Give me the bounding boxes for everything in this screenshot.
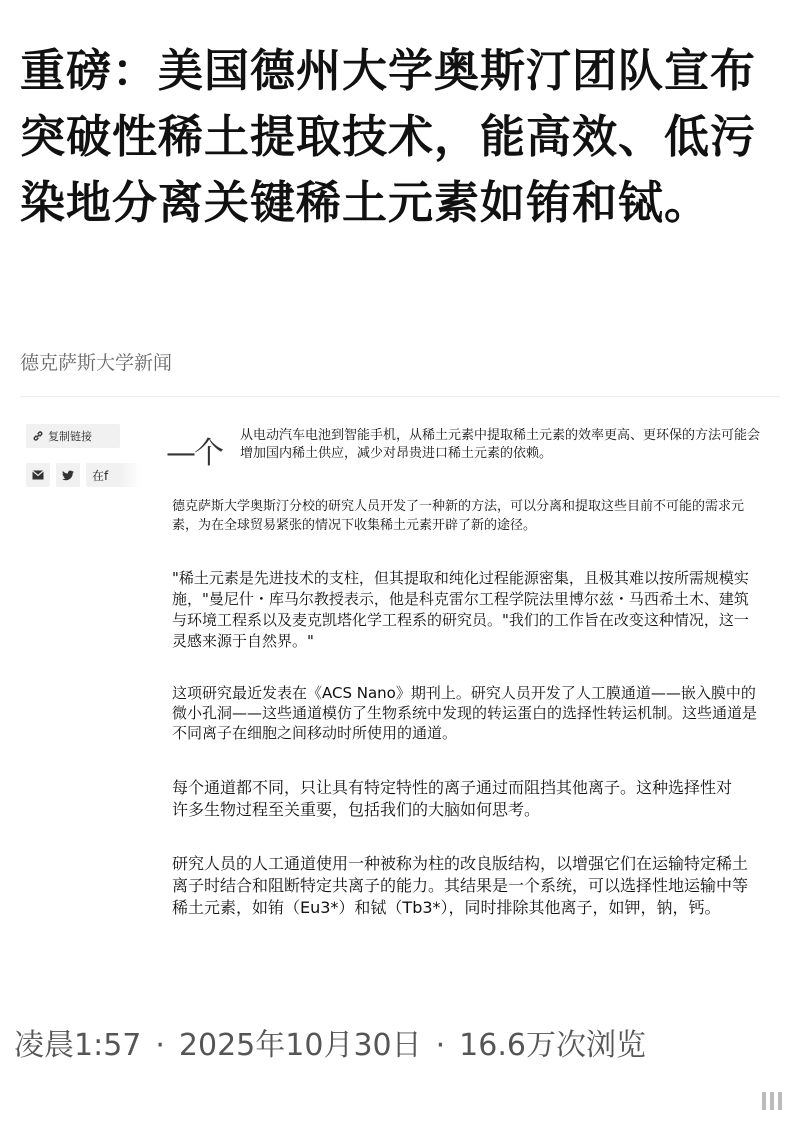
more-share-button[interactable]: 在f (86, 463, 142, 487)
mail-icon (32, 470, 44, 480)
twitter-icon (62, 470, 74, 481)
meta-separator: · (435, 1028, 446, 1063)
twitter-share-button[interactable] (56, 463, 80, 487)
divider (20, 396, 780, 397)
paragraph-1: 德克萨斯大学奥斯汀分校的研究人员开发了一种新的方法，可以分离和提取这些目前不可能的需求元素，为在全球贸易紧张的情况下收集稀土元素开辟了新的途径。 (172, 499, 745, 533)
paragraph-4: 每个通道都不同，只让具有特定特性的离子通过而阻挡其他离子。这种选择性对许多生物过程至关重要，包括我们的大脑如何思考。 (172, 778, 733, 819)
post-meta (14, 1020, 646, 1064)
copy-link-label: 复制链接 (48, 430, 92, 443)
lead-paragraph: 从电动汽车电池到智能手机，从稀土元素中提取稀土元素的效率更高、更环保的方法可能会增加国内稀土供应，减少对昂贵进口稀土元素的依赖。 (240, 428, 761, 461)
post-time: 凌晨1:57 (14, 1028, 142, 1063)
headline: 重磅：美国德州大学奥斯汀团队宣布突破性稀土提取技术，能高效、低污染地分离关键稀土元素如铕和铽。 (20, 44, 757, 229)
paragraph-3: 这项研究最近发表在《ACS Nano》期刊上。研究人员开发了人工膜通道——嵌入膜中的微小孔洞——这些通道模仿了生物系统中发现的转运蛋白的选择性转运机制。这些通道是不同离子在细胞之间移动时所使用的通道。 (172, 684, 758, 742)
view-count: 16.6万次浏览 (459, 1028, 646, 1063)
scroll-indicator-icon (762, 1092, 782, 1110)
lead-mark: —个 (166, 436, 222, 471)
copy-link-button[interactable] (26, 424, 120, 448)
share-row (26, 462, 142, 488)
post-date: 2025年10月30日 (178, 1028, 422, 1063)
meta-separator: · (155, 1028, 165, 1063)
paragraph-5: 研究人员的人工通道使用一种被称为柱的改良版结构，以增强它们在运输特定稀土离子时结合和阻断特定共离子的能力。其结果是一个系统，可以选择性地运输中等稀土元素，如铕（Eu3*）和铽（Tb3*），同时排除其他离子，如钾，钠，钙。 (172, 854, 749, 917)
paragraph-2: "稀土元素是先进技术的支柱，但其提取和纯化过程能源密集，且极其难以按所需规模实施，"曼尼什・库马尔教授表示，他是科克雷尔工程学院法里博尔兹・马西希土木、建筑与环境工程系以及麦克凯塔化学工程系的研究员。"我们的工作旨在改变这种情况，这一灵感来源于自然界。" (172, 569, 749, 650)
link-icon (32, 430, 44, 442)
mail-share-button[interactable] (26, 463, 50, 487)
source-label[interactable]: 德克萨斯大学新闻 (20, 352, 173, 374)
